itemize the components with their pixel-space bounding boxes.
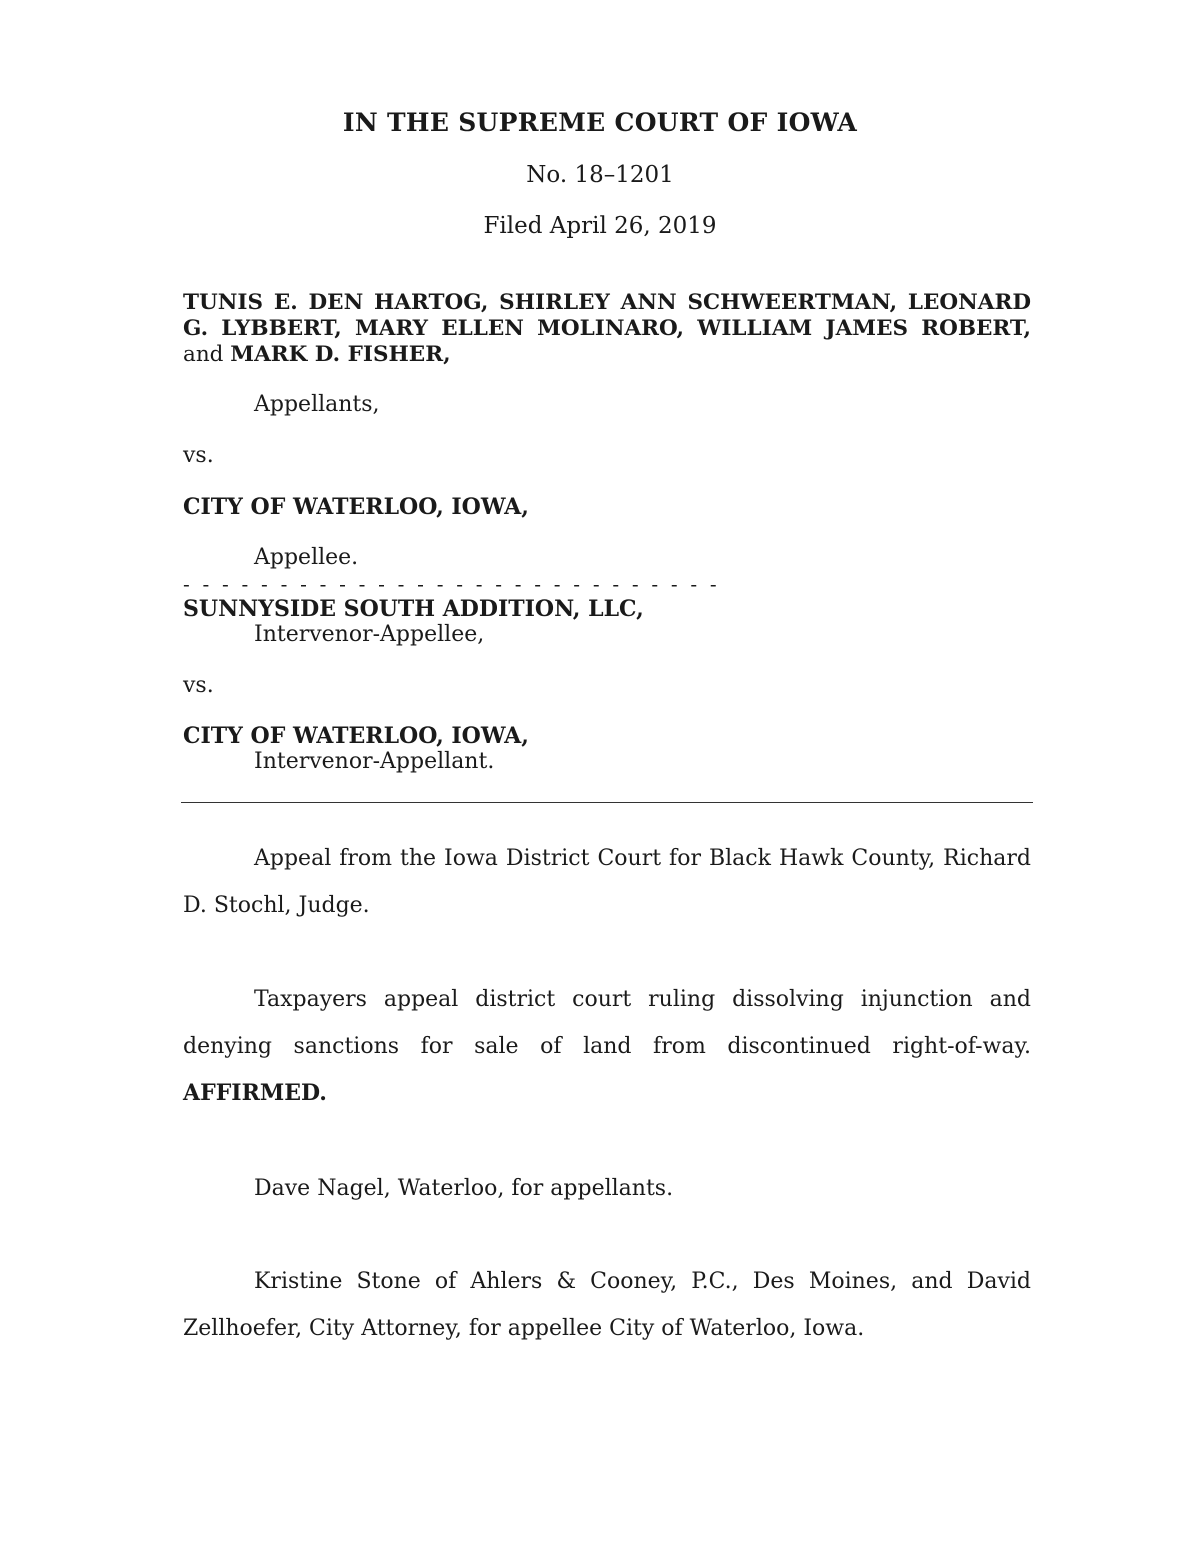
versus-1: vs. [183,443,214,468]
horizontal-rule [181,802,1033,803]
disposition: AFFIRMED. [183,1080,327,1106]
appeal-from-paragraph [183,835,1031,929]
appellants-role: Appellants, [254,392,380,417]
intervenor-appellant-role: Intervenor-Appellant. [254,749,495,774]
and-word: and [183,342,224,367]
caption-separator: - - - - - - - - - - - - - - - - - - - - - - - - - - - - [183,572,720,596]
counsel-appellants-text: Dave Nagel, Waterloo, for appellants. [254,1176,674,1201]
counsel-appellee-text: Kristine Stone of Ahlers & Cooney, P.C., Des Moines, and David Zellhoefer, City Attorney, for appellee City of Waterloo, Iowa. [183,1269,1031,1341]
appellants-names-part1: TUNIS E. DEN HARTOG, SHIRLEY ANN SCHWEERTMAN, LEONARD G. LYBBERT, MARY ELLEN MOLINARO, WILLIAM JAMES ROBERT, [183,290,1031,341]
case-number: No. 18–1201 [526,162,674,188]
intervenor-appellee-block [183,596,1031,648]
intervenor-appellant-block [183,723,1031,775]
summary-paragraph [183,976,1031,1117]
appellants-names [183,290,1031,368]
appeal-from-text: Appeal from the Iowa District Court for Black Hawk County, Richard D. Stochl, Judge. [183,846,1031,918]
versus-2: vs. [183,673,214,698]
intervenor-appellant-name: CITY OF WATERLOO, IOWA, [183,723,529,749]
appellee-role: Appellee. [254,545,359,570]
appellants-names-part2: MARK D. FISHER, [230,342,451,367]
filed-date: Filed April 26, 2019 [483,213,717,239]
appellee-name: CITY OF WATERLOO, IOWA, [183,494,529,520]
court-title: IN THE SUPREME COURT OF IOWA [342,108,858,137]
counsel-appellants-paragraph [183,1165,1031,1212]
intervenor-appellee-role: Intervenor-Appellee, [254,622,485,647]
summary-text: Taxpayers appeal district court ruling dissolving injunction and denying sanctions for sale of land from discontinued right-of-way. [183,987,1031,1059]
intervenor-appellee-name: SUNNYSIDE SOUTH ADDITION, LLC, [183,596,644,622]
counsel-appellee-paragraph [183,1258,1031,1352]
